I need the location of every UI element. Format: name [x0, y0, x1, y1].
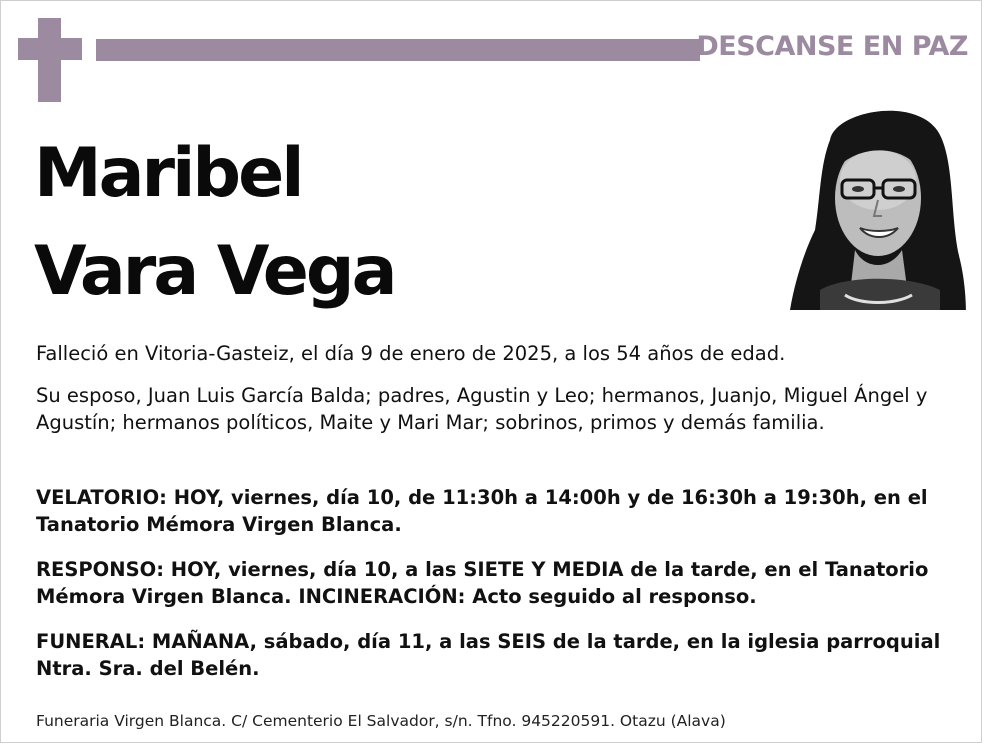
- deceased-portrait-photo: [790, 100, 966, 310]
- header-rule: [96, 39, 700, 61]
- prayer-info: RESPONSO: HOY, viernes, día 10, a las SIETE Y MEDIA de la tarde, en el Tanatorio Mémora Virgen Blanca. INCINERACIÓN: Acto seguido al responso.: [36, 558, 929, 608]
- deceased-surnames: Vara Vega: [34, 232, 395, 311]
- header-label: DESCANSE EN PAZ: [696, 31, 968, 62]
- funeral-home-footer: Funeraria Virgen Blanca. C/ Cementerio El Salvador, s/n. Tfno. 945220591. Otazu (Alava): [36, 712, 726, 730]
- funeral-info: FUNERAL: MAÑANA, sábado, día 11, a las SEIS de la tarde, en la iglesia parroquial Ntra. Sra. del Belén.: [36, 630, 941, 680]
- wake-info: VELATORIO: HOY, viernes, día 10, de 11:30h a 14:00h y de 16:30h a 19:30h, en el Tanatorio Mémora Virgen Blanca.: [36, 486, 928, 536]
- cross-icon-horizontal: [18, 38, 82, 60]
- deceased-first-name: Maribel: [34, 134, 302, 213]
- family-list: Su esposo, Juan Luis García Balda; padres, Agustin y Leo; hermanos, Juanjo, Miguel Ángel y Agustín; hermanos políticos, Maite y Mari Mar; sobrinos, primos y demás familia.: [36, 384, 928, 434]
- cross-icon-vertical: [38, 18, 61, 102]
- death-notice: Falleció en Vitoria-Gasteiz, el día 9 de enero de 2025, a los 54 años de edad.: [36, 342, 786, 365]
